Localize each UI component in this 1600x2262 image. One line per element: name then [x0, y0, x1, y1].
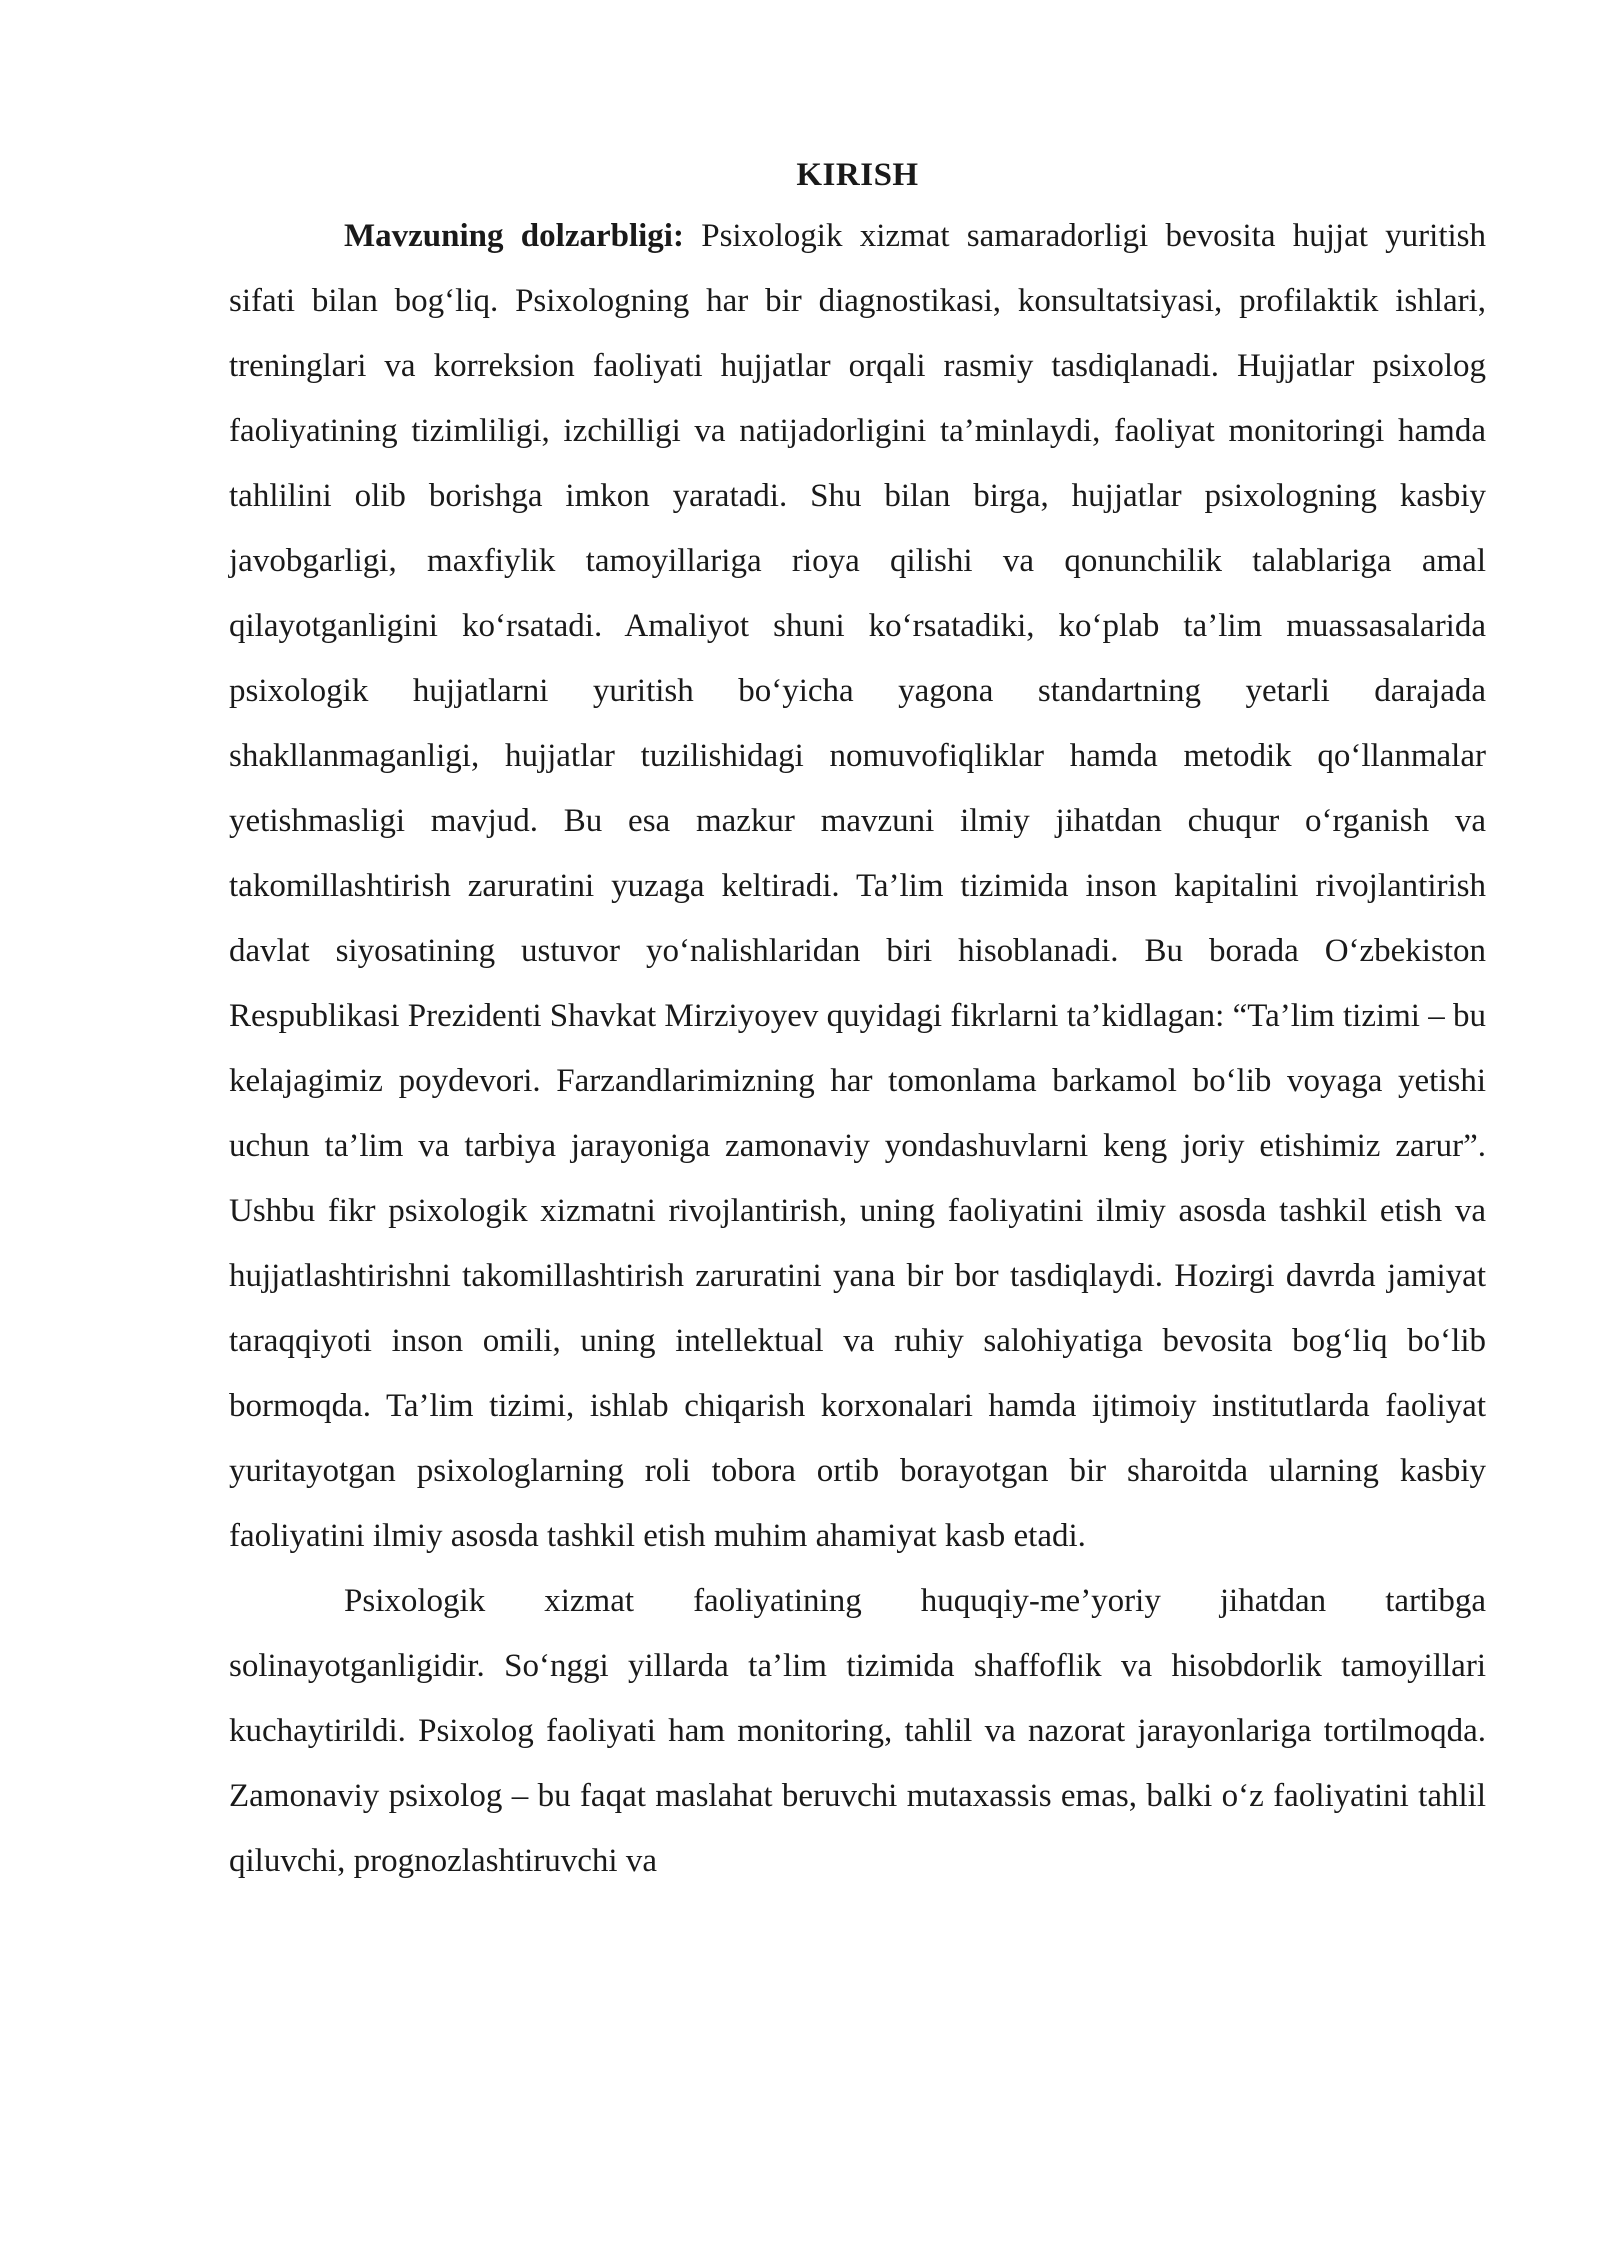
- paragraph-body-text: Psixologik xizmat samaradorligi bevosita hujjat yuritish sifati bilan bog‘liq. Psixologning har bir diagnostikasi, konsultatsiyasi, profilaktik ishlari, treninglari va korreksion faoliyati hujjatlar orqali rasmiy tasdiqlanadi. Hujjatlar psixolog faoliyatining tizimliligi, izchilligi va natijadorligini ta’minlaydi, faoliyat monitoringi hamda tahlilini olib borishga imkon yaratadi. Shu bilan birga, hujjatlar psixologning kasbiy javobgarligi, maxfiylik tamoyillariga rioya qilishi va qonunchilik talablariga amal qilayotganligini ko‘rsatadi. Amaliyot shuni ko‘rsatadiki, ko‘plab ta’lim muassasalarida psixologik hujjatlarni yuritish bo‘yicha yagona standartning yetarli darajada shakllanmaganligi, hujjatlar tuzilishidagi nomuvofiqliklar hamda metodik qo‘llanmalar yetishmasligi mavjud. Bu esa mazkur mavzuni ilmiy jihatdan chuqur o‘rganish va takomillashtirish zaruratini yuzaga keltiradi. Ta’lim tizimida inson kapitalini rivojlantirish davlat siyosatining ustuvor yo‘nalishlaridan biri hisoblanadi. Bu borada O‘zbekiston Respublikasi Prezidenti Shavkat Mirziyoyev quyidagi fikrlarni ta’kidlagan: “Ta’lim tizimi – bu kelajagimiz poydevori. Farzandlarimizning har tomonlama barkamol bo‘lib voyaga yetishi uchun ta’lim va tarbiya jarayoniga zamonaviy yondashuvlarni keng joriy etishimiz zarur”. Ushbu fikr psixologik xizmatni rivojlantirish, uning faoliyatini ilmiy asosda tashkil etish va hujjatlashtirishni takomillashtirish zaruratini yana bir bor tasdiqlaydi. Hozirgi davrda jamiyat taraqqiyoti inson omili, uning intellektual va ruhiy salohiyatiga bevosita bog‘liq bo‘lib bormoqda. Ta’lim tizimi, ishlab chiqarish korxonalari hamda ijtimoiy institutlarda faoliyat yuritayotgan psixologlarning roli tobora ortib borayotgan bir sharoitda ularning kasbiy faoliyatini ilmiy asosda tashkil etish muhim ahamiyat kasb etadi.: [229, 218, 1487, 1554]
- paragraph-relevance: [229, 204, 1486, 1569]
- document-page: [229, 146, 1486, 1894]
- document-title: KIRISH: [796, 157, 919, 193]
- paragraph-legal-regulation: Psixologik xizmat faoliyatining huquqiy-me’yoriy jihatdan tartibga solinayotganligidir. So‘nggi yillarda ta’lim tizimida shaffoflik va hisobdorlik tamoyillari kuchaytirildi. Psixolog faoliyati ham monitoring, tahlil va nazorat jarayonlariga tortilmoqda. Zamonaviy psixolog – bu faqat maslahat beruvchi mutaxassis emas, balki o‘z faoliyatini tahlil qiluvchi, prognozlashtiruvchi va: [229, 1583, 1486, 1879]
- paragraph-lead-heading: Mavzuning dolzarbligi:: [344, 218, 684, 254]
